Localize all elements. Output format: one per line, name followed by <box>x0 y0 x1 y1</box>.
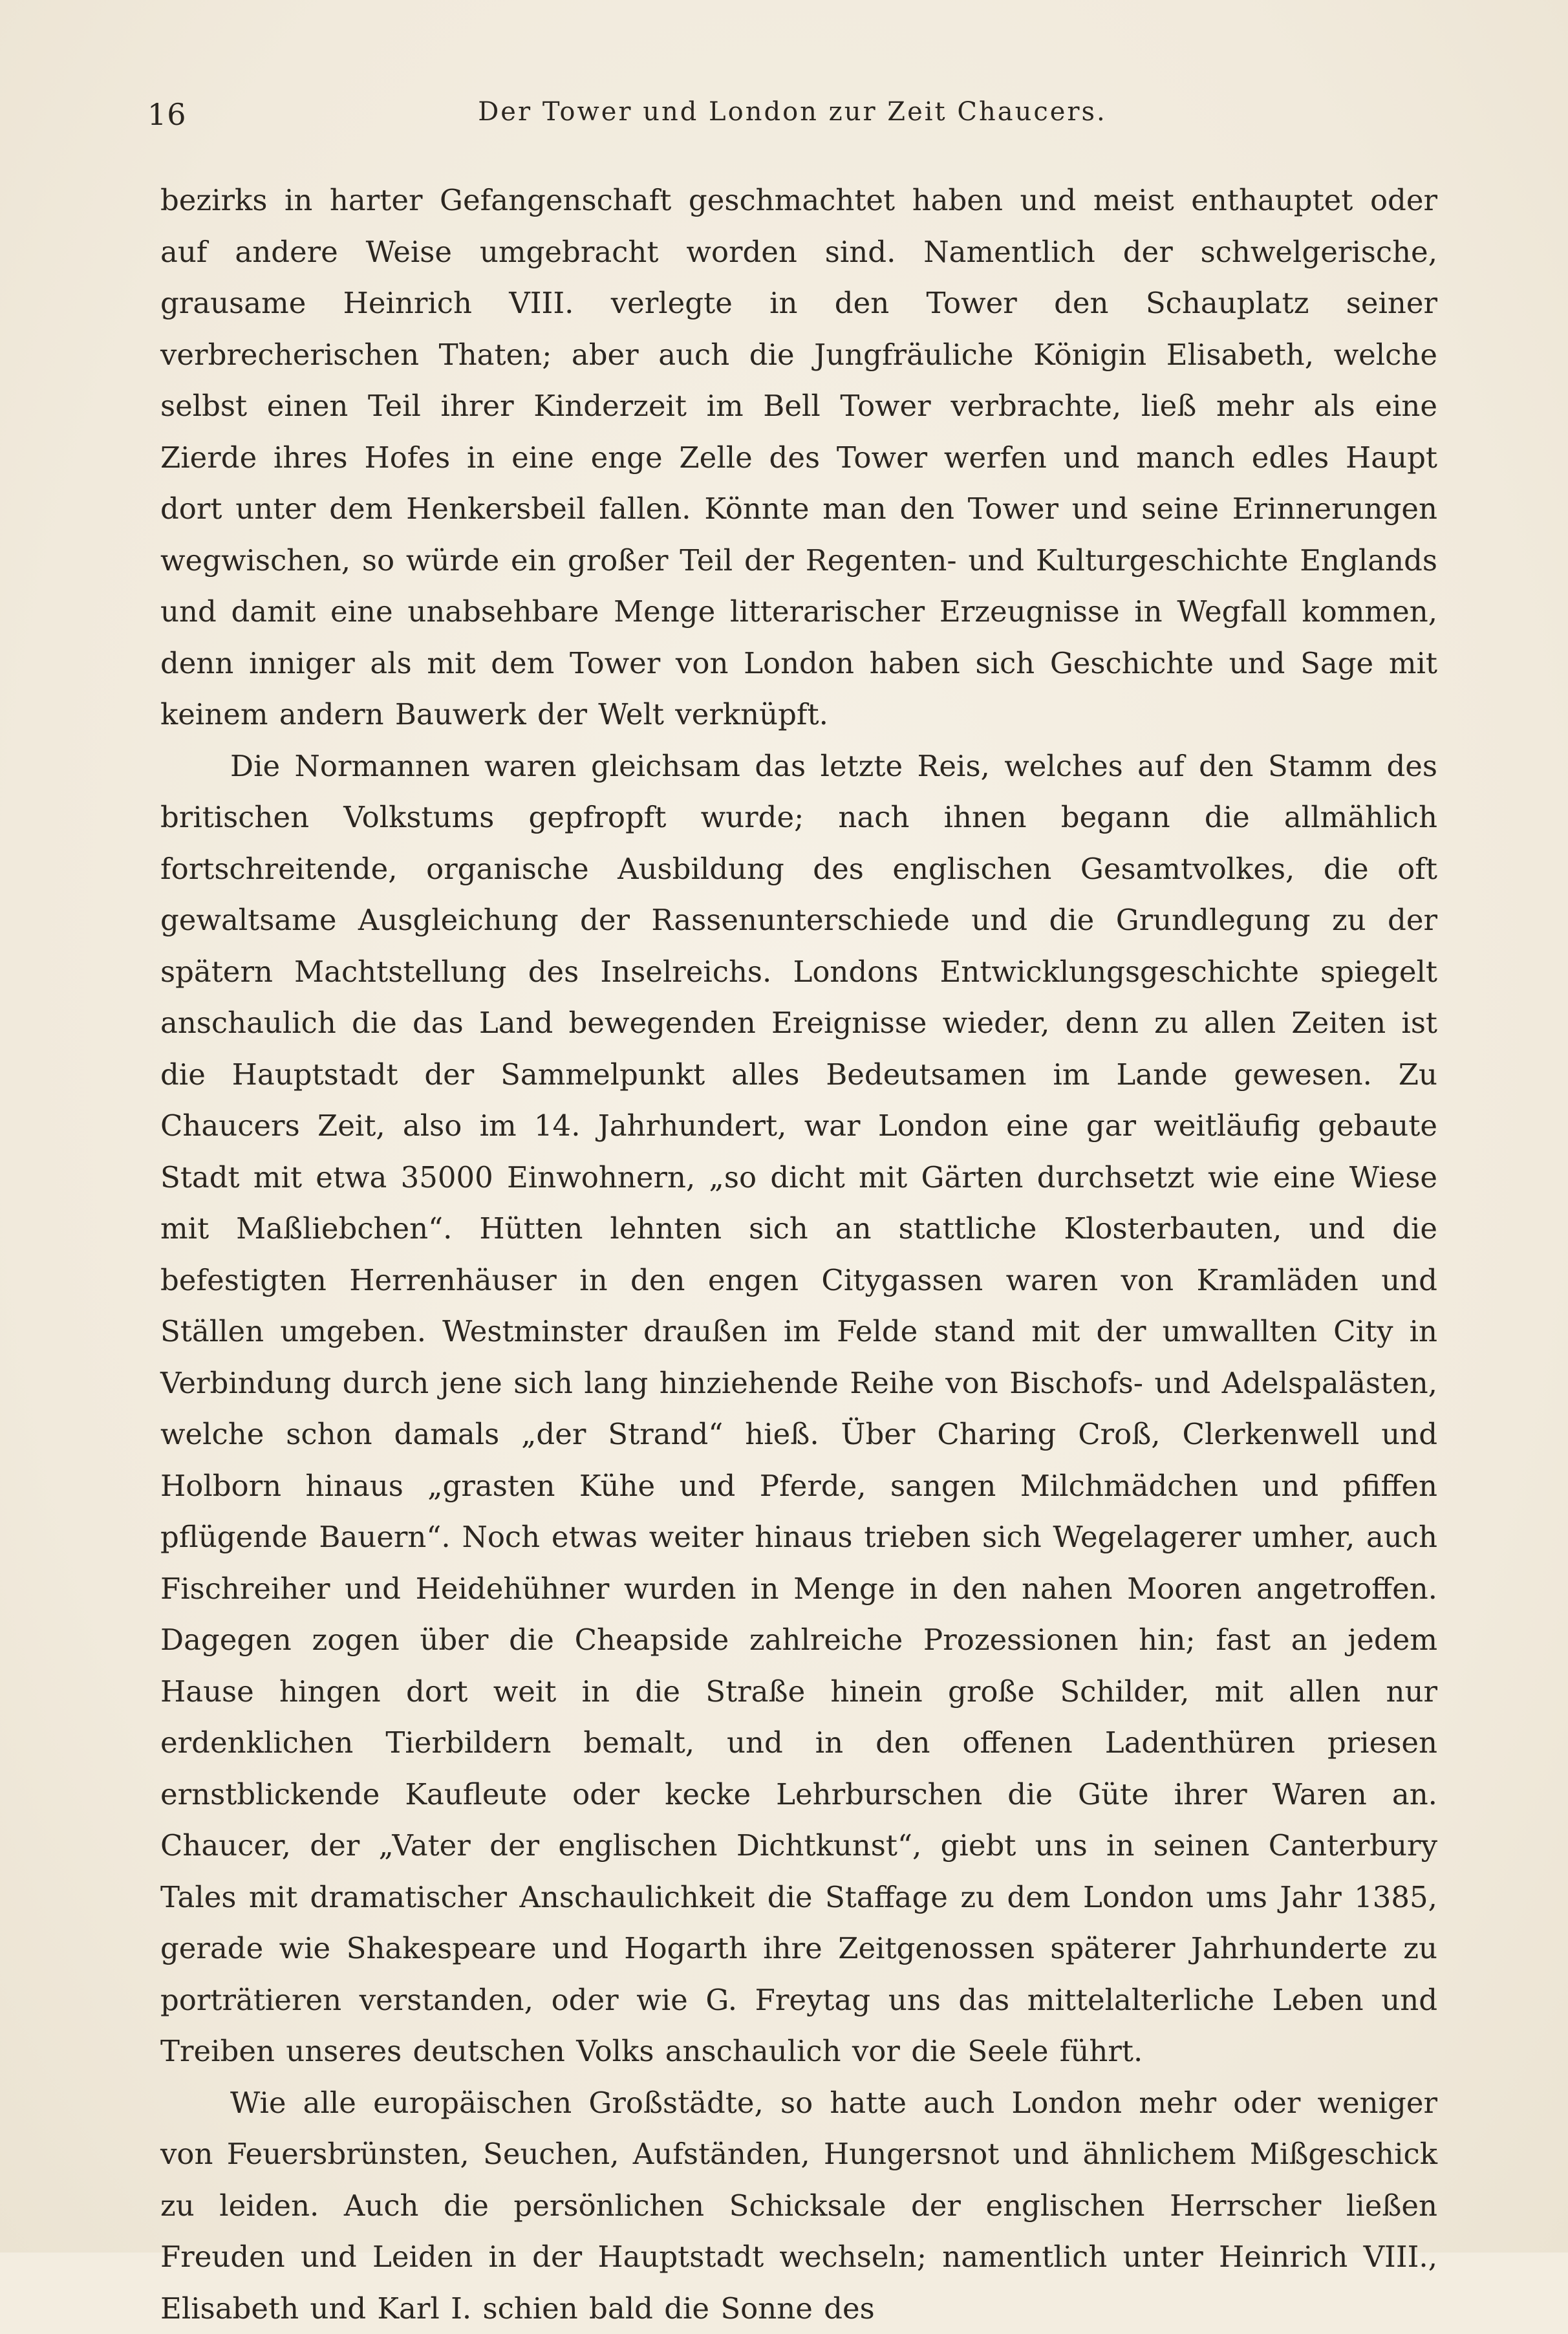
body-text <box>160 175 1437 2334</box>
paragraph-2: Die Normannen waren gleichsam das letzte Reis, welches auf den Stamm des britischen Volkstums gepfropft wurde; nach ihnen begann die allmählich fortschreitende, organische Ausbildung des englischen Gesamtvolkes, die oft gewaltsame Ausgleichung der Rassenunterschiede und die Grundlegung zu der spätern Machtstellung des Inselreichs. Londons Entwicklungsgeschichte spiegelt anschaulich die das Land bewegenden Ereignisse wieder, denn zu allen Zeiten ist die Hauptstadt der Sammelpunkt alles Bedeutsamen im Lande gewesen. Zu Chaucers Zeit, also im 14. Jahrhundert, war London eine gar weitläufig gebaute Stadt mit etwa 35000 Einwohnern, „so dicht mit Gärten durchsetzt wie eine Wiese mit Maßliebchen“. Hütten lehnten sich an stattliche Klosterbauten, und die befestigten Herrenhäuser in den engen Citygassen waren von Kramläden und Ställen umgeben. Westminster draußen im Felde stand mit der umwallten City in Verbindung durch jene sich lang hinziehende Reihe von Bischofs- und Adelspalästen, welche schon damals „der Strand“ hieß. Über Charing Croß, Clerkenwell und Holborn hinaus „grasten Kühe und Pferde, sangen Milchmädchen und pfiffen pflügende Bauern“. Noch etwas weiter hinaus trieben sich Wegelagerer umher, auch Fischreiher und Heidehühner wurden in Menge in den nahen Mooren angetroffen. Dagegen zogen über die Cheapside zahlreiche Prozessionen hin; fast an jedem Hause hingen dort weit in die Straße hinein große Schilder, mit allen nur erdenklichen Tierbildern bemalt, und in den offenen Ladenthüren priesen ernstblickende Kaufleute oder kecke Lehrburschen die Güte ihrer Waren an. Chaucer, der „Vater der englischen Dichtkunst“, giebt uns in seinen Canterbury Tales mit dramatischer Anschaulichkeit die Staffage zu dem London ums Jahr 1385, gerade wie Shakespeare und Hogarth ihre Zeitgenossen späterer Jahrhunderte zu porträtieren verstanden, oder wie G. Freytag uns das mittelalterliche Leben und Treiben unseres deutschen Volks anschaulich vor die Seele führt. <box>160 740 1437 2077</box>
page-header <box>147 97 1437 142</box>
paragraph-1: bezirks in harter Gefangenschaft geschmachtet haben und meist enthauptet oder auf andere Weise umgebracht worden sind. Namentlich der schwelgerische, grausame Heinrich VIII. verlegte in den Tower den Schauplatz seiner verbrecherischen Thaten; aber auch die Jungfräuliche Königin Elisabeth, welche selbst einen Teil ihrer Kinderzeit im Bell Tower verbrachte, ließ mehr als eine Zierde ihres Hofes in eine enge Zelle des Tower werfen und manch edles Haupt dort unter dem Henkersbeil fallen. Könnte man den Tower und seine Erinnerungen wegwischen, so würde ein großer Teil der Regenten- und Kulturgeschichte Englands und damit eine unabsehbare Menge litterarischer Erzeugnisse in Wegfall kommen, denn inniger als mit dem Tower von London haben sich Geschichte und Sage mit keinem andern Bauwerk der Welt verknüpft. <box>160 175 1437 740</box>
running-head: Der Tower und London zur Zeit Chaucers. <box>147 97 1437 127</box>
page-number: 16 <box>147 97 187 132</box>
paragraph-3: Wie alle europäischen Großstädte, so hatte auch London mehr oder weniger von Feuersbrünsten, Seuchen, Aufständen, Hungersnot und ähnlichem Mißgeschick zu leiden. Auch die persönlichen Schicksale der englischen Herrscher ließen Freuden und Leiden in der Hauptstadt wechseln; namentlich unter Heinrich VIII., Elisabeth und Karl I. schien bald die Sonne des <box>160 2077 1437 2334</box>
